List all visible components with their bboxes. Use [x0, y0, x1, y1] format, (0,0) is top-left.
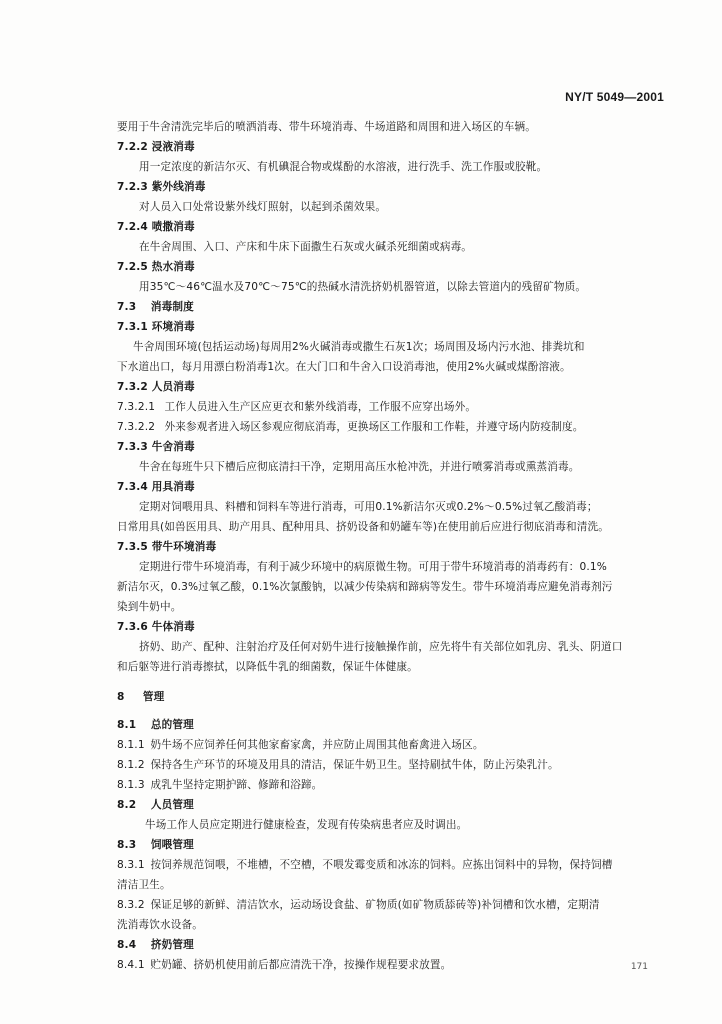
section-heading-7-2-4: 7.2.4 喷撒消毒	[117, 221, 195, 233]
paragraph-line: 日常用具(如兽医用具、助产用具、配种用具、挤奶设备和奶罐车等)在使用前后应进行彻底消毒和清洗。	[117, 521, 610, 533]
paragraph-line: 要用于牛舍清洗完毕后的喷洒消毒、带牛环境消毒、牛场道路和周围和进入场区的车辆。	[117, 121, 537, 133]
paragraph-line: 新洁尔灭，0.3%过氧乙酸，0.1%次氯酸钠，以减少传染病和蹄病等发生。带牛环境消毒应避免消毒剂污	[117, 581, 613, 593]
chapter-heading-8: 8 管理	[117, 691, 165, 703]
numbered-clause: 8.1.3 成乳牛坚持定期护蹄、修蹄和浴蹄。	[117, 779, 323, 791]
numbered-clause: 8.4.1 贮奶罐、挤奶机使用前后都应清洗干净，按操作规程要求放置。	[117, 959, 452, 971]
section-heading-7-3-3: 7.3.3 牛舍消毒	[117, 441, 195, 453]
paragraph-line: 在牛舍周围、入口、产床和牛床下面撒生石灰或火碱杀死细菌或病毒。	[139, 241, 473, 253]
numbered-clause: 8.3.2 保证足够的新鲜、清洁饮水，运动场设食盐、矿物质(如矿物质舔砖等)补饲槽和饮水槽，定期清	[117, 899, 600, 911]
section-heading-7-2-2: 7.2.2 浸液消毒	[117, 141, 195, 153]
section-heading-7-3-4: 7.3.4 用具消毒	[117, 481, 195, 493]
paragraph-line: 用一定浓度的新洁尔灭、有机碘混合物或煤酚的水溶液，进行洗手、洗工作服或胶靴。	[139, 161, 548, 173]
paragraph-line: 下水道出口，每月用漂白粉消毒1次。在大门口和牛舍入口设消毒池，使用2%火碱或煤酚溶液。	[117, 361, 571, 373]
numbered-clause: 8.3.1 按饲养规范饲喂，不堆槽，不空槽，不喂发霉变质和冰冻的饲料。应拣出饲料中的异物，保持饲槽	[117, 859, 613, 871]
numbered-clause: 7.3.2.2 外来参观者进入场区参观应彻底消毒，更换场区工作服和工作鞋，并遵守场内防疫制度。	[117, 421, 584, 433]
paragraph-line: 和后躯等进行消毒擦拭，以降低牛乳的细菌数，保证牛体健康。	[117, 661, 418, 673]
paragraph-line: 清洁卫生。	[117, 879, 171, 891]
paragraph-line: 用35℃～46℃温水及70℃～75℃的热碱水清洗挤奶机器管道，以除去管道内的残留矿物质。	[139, 281, 587, 293]
section-heading-8-4: 8.4 挤奶管理	[117, 939, 194, 951]
section-heading-7-3-5: 7.3.5 带牛环境消毒	[117, 541, 217, 553]
section-heading-7-3-6: 7.3.6 牛体消毒	[117, 621, 195, 633]
section-heading-8-2: 8.2 人员管理	[117, 799, 194, 811]
section-heading-7-2-5: 7.2.5 热水消毒	[117, 261, 195, 273]
paragraph-line: 染到牛奶中。	[117, 601, 182, 613]
paragraph-line: 定期对饲喂用具、料槽和饲料车等进行消毒，可用0.1%新洁尔灭或0.2%～0.5%过氧乙酸消毒；	[139, 501, 598, 513]
paragraph-line: 牛场工作人员应定期进行健康检查，发现有传染病患者应及时调出。	[145, 819, 468, 831]
paragraph-line: 对人员入口处常设紫外线灯照射，以起到杀菌效果。	[139, 201, 387, 213]
paragraph-line: 定期进行带牛环境消毒，有利于减少环境中的病原微生物。可用于带牛环境消毒的消毒药有：0.1%	[139, 561, 608, 573]
paragraph-line: 洗消毒饮水设备。	[117, 919, 203, 931]
section-heading-8-1: 8.1 总的管理	[117, 719, 194, 731]
section-heading-7-3-2: 7.3.2 人员消毒	[117, 381, 195, 393]
paragraph-line: 挤奶、助产、配种、注射治疗及任何对奶牛进行接触操作前，应先将牛有关部位如乳房、乳头、阴道口	[139, 641, 623, 653]
section-heading-7-3-1: 7.3.1 环境消毒	[117, 321, 195, 333]
standard-number: NY/T 5049—2001	[565, 90, 664, 104]
page-number: 171	[630, 962, 648, 972]
numbered-clause: 8.1.1 奶牛场不应饲养任何其他家畜家禽，并应防止周围其他畜禽进入场区。	[117, 739, 484, 751]
numbered-clause: 7.3.2.1 工作人员进入生产区应更衣和紫外线消毒，工作服不应穿出场外。	[117, 401, 477, 413]
paragraph-line: 牛舍周围环境(包括运动场)每周用2%火碱消毒或撒生石灰1次；场周围及场内污水池、排粪坑和	[133, 341, 585, 353]
section-heading-7-3: 7.3 消毒制度	[117, 301, 194, 313]
section-heading-7-2-3: 7.2.3 紫外线消毒	[117, 181, 206, 193]
paragraph-line: 牛舍在每班牛只下槽后应彻底清扫干净，定期用高压水枪冲洗，并进行喷雾消毒或熏蒸消毒。	[139, 461, 580, 473]
section-heading-8-3: 8.3 饲喂管理	[117, 839, 194, 851]
numbered-clause: 8.1.2 保持各生产环节的环境及用具的清洁，保证牛奶卫生。坚持刷拭牛体，防止污染乳汁。	[117, 759, 559, 771]
